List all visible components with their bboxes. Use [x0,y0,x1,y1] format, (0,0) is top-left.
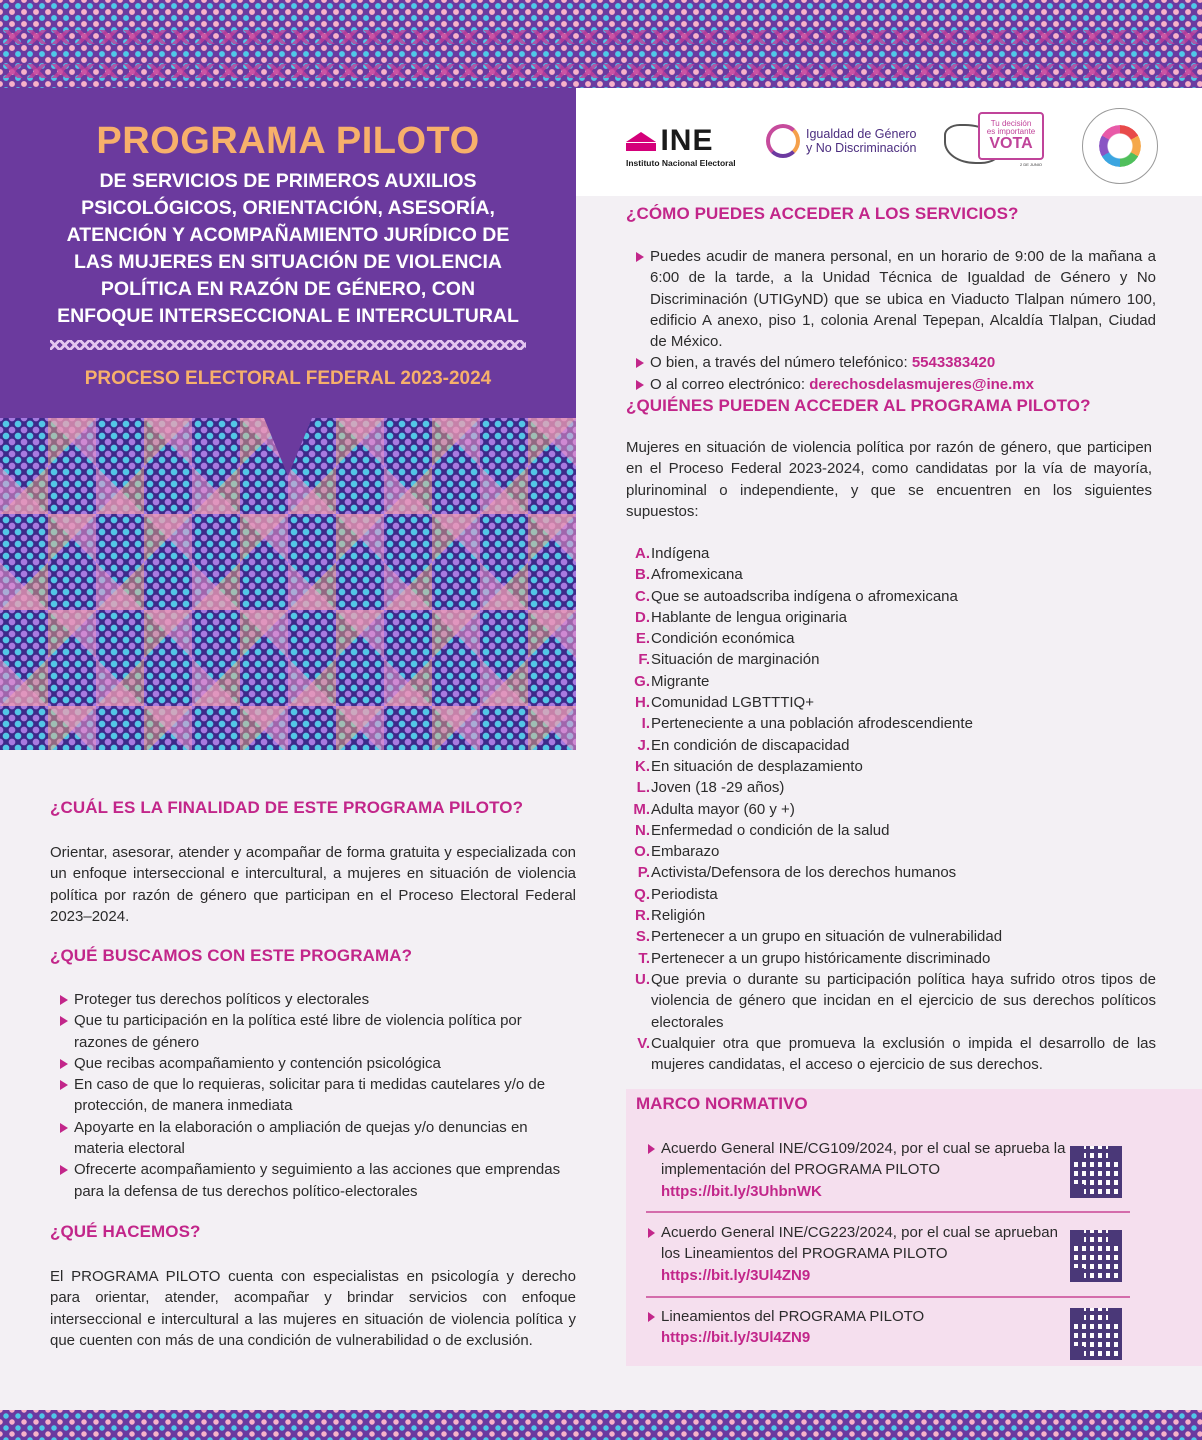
supuesto-letter: T. [638,949,650,967]
supuesto-item [626,649,1156,670]
supuesto-item [626,926,1156,947]
supuesto-text: Afromexicana [651,566,743,584]
supuesto-item [626,884,1156,905]
supuesto-item [626,948,1156,969]
acceso-item [626,352,1156,373]
supuesto-item [626,735,1156,756]
igualdad-logo-text [806,127,917,155]
supuesto-item [626,841,1156,862]
supuesto-text: Adulta mayor (60 y +) [651,800,795,818]
people-ring-icon [1099,125,1141,167]
supuesto-letter: N. [635,821,650,839]
supuesto-text: Enfermedad o condición de la salud [651,821,890,839]
supuesto-letter: B. [635,566,650,584]
buscamos-item: En caso de que lo requieras, solicitar para ti medidas cautelares y/o de protección, de manera inmediata [50,1074,578,1117]
vota-small-text: es importante [986,127,1036,136]
supuesto-item [626,713,1156,734]
hacemos-heading: ¿QUÉ HACEMOS? [50,1222,201,1241]
supuesto-letter: L. [636,779,650,797]
supuesto-letter: J. [637,736,650,754]
vota-logo [944,112,1064,172]
supuesto-letter: H. [635,694,650,712]
supuesto-item [626,671,1156,692]
supuesto-text: Periodista [651,885,718,903]
supuesto-letter: G. [634,672,650,690]
vota-small-text: Tu decisión [990,119,1032,128]
supuesto-letter: O. [634,843,650,861]
marco-item-text: Lineamientos del PROGRAMA PILOTO [661,1308,925,1325]
supuesto-letter: D. [635,608,650,626]
supuesto-text: Hablante de lengua originaria [651,608,847,626]
finalidad-heading: ¿CUÁL ES LA FINALIDAD DE ESTE PROGRAMA PILOTO? [50,798,524,817]
marco-item-text: Acuerdo General INE/CG109/2024, por el cual se aprueba la implementación del PROGRAMA PILOTO [661,1140,1066,1179]
norma-igualdad-seal [1082,108,1158,184]
acceso-list [626,246,1156,395]
bottom-pattern-band [0,1410,1202,1440]
quienes-heading: ¿QUIÉNES PUEDEN ACCEDER AL PROGRAMA PILOTO? [626,396,1091,415]
supuesto-text: Cualquier otra que promueva la exclusión o impida el desarrollo de las mujeres candidatas, el acceso o ejercicio de sus derechos. [651,1034,1156,1074]
acceso-item-text: Puedes acudir de manera personal, en un horario de 9:00 de la mañana a 6:00 de la tarde, a la Unidad Técnica de Igualdad de Género y No Discriminación (UTIGyND) que se ubica en Viaducto Tlalpan número 100, edificio A anexo, piso 1, colonia Arenal Tepepan, Alcaldía Tlalpan, Ciudad de México. [650,248,1156,351]
igualdad-circle-icon [766,124,800,158]
supuesto-letter: I. [641,715,650,733]
supuesto-letter: F. [638,651,650,669]
supuesto-text: Joven (18 -29 años) [651,779,785,797]
supuesto-text: Que se autoadscriba indígena o afromexicana [651,587,958,605]
supuesto-text: Embarazo [651,843,720,861]
process-label: PROCESO ELECTORAL FEDERAL 2023-2024 [84,368,492,389]
qr-code-icon [1070,1308,1122,1360]
marco-item-text: Acuerdo General INE/CG223/2024, por el cual se aprueban los Lineamientos del PROGRAMA PILOTO [661,1224,1058,1263]
supuesto-item [626,692,1156,713]
mosaic-notch [264,418,312,476]
finalidad-text: Orientar, asesorar, atender y acompañar de forma gratuita y especializada con un enfoque interseccional e intercultural, a mujeres en situación de violencia política por razón de género que participan en el Proceso Electoral Federal 2023–2024. [50,844,576,925]
buscamos-item: Ofrecerte acompañamiento y seguimiento a las acciones que emprendas para la defensa de tus derechos político-electorales [50,1159,578,1202]
subtitle-line: POLÍTICA EN RAZÓN DE GÉNERO, CON [100,278,476,300]
qr-code-icon [1070,1230,1122,1282]
email-link[interactable]: derechosdelasmujeres@ine.mx [809,375,1034,393]
subtitle-line: ATENCIÓN Y ACOMPAÑAMIENTO JURÍDICO DE [66,224,510,246]
page-title: PROGRAMA PILOTO [96,120,480,162]
supuesto-item [626,777,1156,798]
ine-logo [626,124,736,168]
supuesto-text: Condición económica [651,630,795,648]
marco-item-link[interactable]: https://bit.ly/3UhbnWK [661,1182,822,1200]
top-zigzag [0,30,1202,44]
supuesto-text: Comunidad LGBTTTIQ+ [651,694,814,712]
acceso-item [626,246,1156,352]
supuesto-text: Perteneciente a una población afrodescendiente [651,715,973,733]
page-subtitle [40,168,536,330]
supuesto-text: Religión [651,907,706,925]
supuesto-letter: U. [635,970,650,988]
supuesto-item [626,586,1156,607]
subtitle-line: PSICOLÓGICOS, ORIENTACIÓN, ASESORÍA, [81,197,495,219]
marco-divider [646,1211,1130,1213]
buscamos-heading: ¿QUÉ BUSCAMOS CON ESTE PROGRAMA? [50,946,413,965]
marco-item [648,1222,1081,1286]
supuesto-letter: V. [637,1034,650,1052]
buscamos-list [50,989,578,1202]
hacemos-text: El PROGRAMA PILOTO cuenta con especialistas en psicología y derecho para orientar, atender, acompañar y brindar servicios con enfoque interseccional e intercultural a las mujeres en situación de violencia política y que cuenten con más de una condición de vulnerabilidad o de exclusión. [50,1268,576,1349]
vota-date: 2 DE JUNIO [1020,162,1043,167]
subtitle-line: ENFOQUE INTERSECCIONAL E INTERCULTURAL [57,305,519,327]
marco-item-link[interactable]: https://bit.ly/3Ul4ZN9 [661,1266,811,1284]
supuesto-item [626,1033,1156,1076]
buscamos-item: Que recibas acompañamiento y contención psicológica [50,1053,578,1074]
marco-divider [646,1296,1130,1298]
supuesto-letter: P. [637,864,650,882]
supuesto-text: En situación de desplazamiento [651,757,863,775]
supuesto-text: Indígena [651,545,710,562]
igualdad-logo [766,124,917,158]
ine-logo-subtitle: Instituto Nacional Electoral [626,158,736,168]
supuesto-letter: E. [635,630,650,648]
top-zigzag-2 [0,64,1202,78]
subtitle-line: DE SERVICIOS DE PRIMEROS AUXILIOS [99,170,477,192]
acceso-heading: ¿CÓMO PUEDES ACCEDER A LOS SERVICIOS? [626,204,1019,223]
supuesto-item [626,564,1156,585]
supuesto-letter: S. [635,928,650,946]
supuesto-text: Pertenecer a un grupo en situación de vulnerabilidad [651,928,1003,946]
supuestos-list [626,543,1156,1075]
acceso-item [626,374,1156,395]
qr-code-icon [1070,1146,1122,1198]
supuesto-item [626,969,1156,1033]
quienes-intro: Mujeres en situación de violencia política por razón de género, que participen en el Proceso Federal 2023-2024, como candidatas por la vía de mayoría, plurinominal o independiente, y que se encuentren en los siguientes supuestos: [626,439,1152,520]
supuesto-letter: R. [635,907,650,925]
supuesto-text: Situación de marginación [651,651,820,669]
phone-number[interactable]: 5543383420 [911,354,996,372]
supuesto-item [626,756,1156,777]
supuesto-letter: C. [635,587,650,605]
ine-logo-text: INE [660,124,714,157]
supuesto-letter: M. [633,800,650,818]
supuesto-item [626,905,1156,926]
top-pattern-band [0,0,1202,88]
buscamos-item: Apoyarte en la elaboración o ampliación de quejas y/o denuncias en materia electoral [50,1117,578,1160]
supuesto-text: En condición de discapacidad [651,736,850,754]
acceso-item-text: O al correo electrónico: [650,375,810,393]
supuesto-letter: Q. [634,885,650,903]
buscamos-item: Que tu participación en la política esté libre de violencia política por razones de género [50,1010,578,1053]
supuesto-item [626,799,1156,820]
title-wave-divider [50,340,526,350]
supuesto-item [626,543,1156,564]
marco-heading: MARCO NORMATIVO [636,1094,808,1113]
igualdad-line: Igualdad de Género [806,127,917,141]
marco-item [648,1138,1081,1202]
supuesto-text: Migrante [651,672,710,690]
igualdad-line: y No Discriminación [806,141,917,155]
supuesto-letter: K. [635,757,650,775]
supuesto-letter: A. [635,545,650,562]
supuesto-text: Que previa o durante su participación política haya sufrido otros tipos de violencia de género que incidan en el ejercicio de sus derechos políticos electorales [651,970,1156,1031]
supuesto-item [626,607,1156,628]
marco-item [648,1306,1081,1349]
subtitle-line: LAS MUJERES EN SITUACIÓN DE VIOLENCIA [74,251,502,273]
ine-mark-icon [626,130,656,152]
supuesto-item [626,820,1156,841]
supuesto-text: Activista/Defensora de los derechos humanos [651,864,957,882]
supuesto-item [626,862,1156,883]
acceso-item-text: O bien, a través del número telefónico: [650,354,912,372]
vota-box [978,112,1044,160]
supuesto-text: Pertenecer a un grupo históricamente discriminado [651,949,991,967]
supuesto-item [626,628,1156,649]
marco-item-link[interactable]: https://bit.ly/3Ul4ZN9 [661,1329,811,1347]
vota-big-text: VOTA [989,135,1033,152]
buscamos-item: Proteger tus derechos políticos y electorales [50,989,578,1010]
